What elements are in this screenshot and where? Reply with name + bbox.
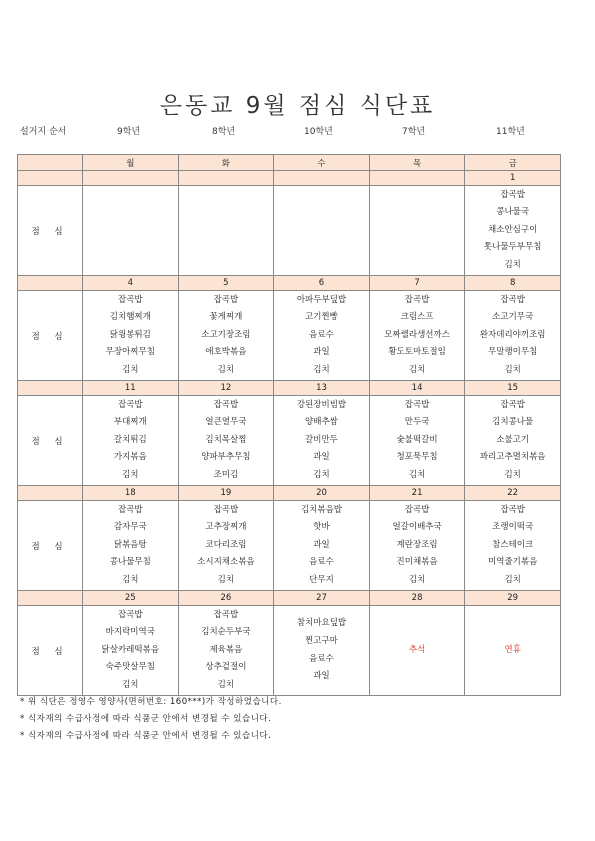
holiday-label: 추석 (408, 644, 426, 655)
menu-cell (465, 606, 561, 696)
date-cell (369, 171, 465, 186)
date-cell: 29 (465, 591, 561, 606)
menu-item: 무장아찌무침 (105, 347, 155, 358)
date-row (18, 171, 561, 186)
menu-item: 계란장조림 (396, 539, 438, 550)
menu-item: 음료수 (309, 653, 334, 664)
lunch-row (18, 396, 561, 486)
menu-cell (369, 186, 465, 276)
date-row-label-cell (18, 591, 83, 606)
dishwashing-order-fri: 11학년 (496, 127, 525, 137)
menu-item: 김치 (122, 679, 139, 690)
lunch-menu-table (17, 154, 561, 696)
menu-item: 단무지 (309, 574, 334, 585)
menu-cell (83, 501, 179, 591)
menu-item: 콩나물국 (496, 207, 530, 218)
menu-item: 잡곡밥 (117, 294, 143, 305)
menu-item: 잡곡밥 (404, 504, 430, 515)
date-cell: 5 (178, 276, 274, 291)
weekday-wed: 수 (274, 155, 370, 171)
menu-item: 갈비만두 (305, 434, 338, 445)
date-cell: 7 (369, 276, 465, 291)
menu-item: 김치목살찜 (205, 434, 247, 445)
dishwashing-order-label: 설거지 순서 (20, 127, 67, 137)
menu-item: 김치 (313, 364, 330, 375)
dishwashing-order-mon: 9학년 (117, 127, 141, 137)
menu-cell (465, 396, 561, 486)
menu-item: 소고기장조림 (201, 329, 251, 340)
menu-item: 김치 (504, 574, 521, 585)
menu-item: 고추장찌개 (205, 522, 247, 533)
dishwashing-order-row (20, 124, 575, 138)
date-cell (274, 171, 370, 186)
dishwashing-order-wed: 10학년 (304, 127, 333, 137)
menu-item: 바지락미역국 (105, 627, 155, 638)
date-cell: 15 (465, 381, 561, 396)
corner-cell (18, 155, 83, 171)
menu-item: 아파두부덮밥 (296, 294, 347, 305)
note-substitution: * 식자재의 수급사정에 따라 식품군 안에서 변경될 수 있습니다. (20, 714, 272, 724)
menu-cell (274, 606, 370, 696)
menu-item: 코다리조림 (205, 539, 247, 550)
date-cell: 27 (274, 591, 370, 606)
menu-item: 얼갈이배추국 (392, 522, 442, 533)
dishwashing-order-tue: 8학년 (212, 127, 236, 137)
menu-item: 김치 (504, 364, 521, 375)
menu-item: 김치 (504, 259, 521, 270)
date-cell: 25 (83, 591, 179, 606)
menu-item: 고기찐빵 (305, 312, 338, 323)
menu-item: 과일 (313, 539, 330, 550)
menu-item: 닭살카레떡볶음 (101, 644, 160, 655)
menu-item: 채소안심구이 (488, 224, 538, 235)
menu-item: 제육볶음 (209, 644, 243, 655)
date-cell: 26 (178, 591, 274, 606)
menu-item: 모짜렐라생선까스 (384, 329, 450, 340)
note-nutritionist: * 위 식단은 정영수 영양사(면허번호: 160***)가 작성하였습니다. (20, 697, 282, 707)
menu-item: 청포묵무침 (396, 452, 438, 463)
menu-item: 김치 (217, 679, 235, 690)
menu-item: 음료수 (309, 329, 334, 340)
menu-cell (369, 606, 465, 696)
menu-item: 소고기무국 (492, 312, 534, 323)
menu-item: 김치콩나물 (492, 417, 534, 428)
date-cell: 8 (465, 276, 561, 291)
date-row-label-cell (18, 381, 83, 396)
note-substitution-repeat: * 식자재의 수급사정에 따라 식품군 안에서 변경될 수 있습니다. (20, 731, 272, 741)
lunch-label: 점 심 (18, 606, 83, 696)
menu-item: 무말랭이무침 (488, 347, 538, 358)
menu-item: 잡곡밥 (500, 189, 525, 200)
menu-item: 잡곡밥 (117, 504, 143, 515)
weekday-fri: 금 (465, 155, 561, 171)
notes (20, 694, 575, 745)
date-cell: 20 (274, 486, 370, 501)
menu-cell (83, 606, 179, 696)
menu-cell (178, 606, 274, 696)
menu-cell (274, 186, 370, 276)
menu-item: 과일 (313, 452, 330, 463)
menu-item: 크림스프 (400, 312, 434, 323)
menu-item: 잡곡밥 (500, 399, 525, 410)
menu-item: 톳나물두부무침 (483, 242, 542, 253)
menu-cell (83, 291, 179, 381)
menu-cell (465, 291, 561, 381)
menu-item: 닭윙봉튀김 (109, 329, 151, 340)
menu-cell (274, 396, 370, 486)
lunch-label: 점 심 (18, 396, 83, 486)
weekday-tue: 화 (178, 155, 274, 171)
menu-item: 참치마요덮밥 (296, 618, 347, 629)
menu-item: 미역줄기볶음 (488, 557, 538, 568)
menu-item: 소시지채소볶음 (197, 557, 255, 568)
holiday-label: 연휴 (504, 644, 521, 655)
menu-item: 잡곡밥 (117, 399, 143, 410)
weekday-mon: 월 (83, 155, 179, 171)
date-cell: 13 (274, 381, 370, 396)
weekday-thu: 목 (369, 155, 465, 171)
menu-item: 김치햄찌개 (109, 312, 151, 323)
menu-item: 만두국 (404, 417, 430, 428)
menu-item: 잡곡밥 (500, 504, 525, 515)
date-row (18, 591, 561, 606)
menu-item: 김치 (313, 469, 330, 480)
date-cell: 12 (178, 381, 274, 396)
lunch-label: 점 심 (18, 501, 83, 591)
menu-item: 강된장비빔밥 (296, 399, 347, 410)
menu-item: 잡곡밥 (117, 609, 143, 620)
menu-item: 황도토마토절임 (388, 347, 446, 358)
menu-item: 김치순두부국 (201, 627, 251, 638)
lunch-label: 점 심 (18, 291, 83, 381)
menu-item: 잡곡밥 (213, 399, 239, 410)
menu-item: 가지볶음 (113, 452, 147, 463)
menu-item: 잡곡밥 (213, 609, 239, 620)
menu-item: 콩나물무침 (109, 557, 151, 568)
date-cell: 4 (83, 276, 179, 291)
page-title: 은동교 9월 점심 식단표 (159, 93, 436, 120)
date-cell: 18 (83, 486, 179, 501)
date-cell: 21 (369, 486, 465, 501)
menu-item: 김치 (217, 364, 235, 375)
date-row (18, 276, 561, 291)
date-cell: 6 (274, 276, 370, 291)
date-cell: 19 (178, 486, 274, 501)
menu-item: 조랭이떡국 (492, 522, 534, 533)
menu-item: 갈치튀김 (113, 434, 147, 445)
menu-cell (369, 501, 465, 591)
menu-item: 잡곡밥 (500, 294, 525, 305)
menu-item: 꽈리고추멸치볶음 (479, 452, 546, 463)
menu-cell (369, 291, 465, 381)
menu-item: 양배추쌈 (305, 417, 338, 428)
menu-item: 과일 (313, 671, 330, 682)
menu-cell (274, 291, 370, 381)
menu-item: 조미김 (213, 469, 239, 480)
menu-cell (465, 501, 561, 591)
menu-item: 잡곡밥 (404, 399, 430, 410)
menu-item: 감자무국 (113, 522, 147, 533)
menu-item: 김치 (122, 469, 139, 480)
menu-item: 부대찌개 (113, 417, 147, 428)
menu-item: 양파부추무침 (201, 452, 251, 463)
menu-item: 김치볶음밥 (300, 504, 343, 515)
date-row-label-cell (18, 276, 83, 291)
date-row (18, 381, 561, 396)
menu-item: 김치 (408, 574, 426, 585)
weekday-header-row (18, 155, 561, 171)
menu-item: 김치 (122, 574, 139, 585)
date-row-label-cell (18, 486, 83, 501)
date-cell: 11 (83, 381, 179, 396)
menu-cell (465, 186, 561, 276)
date-row-label-cell (18, 171, 83, 186)
menu-cell (178, 501, 274, 591)
menu-item: 애호박볶음 (205, 347, 247, 358)
menu-item: 진미채볶음 (396, 557, 438, 568)
menu-item: 잡곡밥 (213, 504, 239, 515)
menu-item: 참스테이크 (492, 539, 534, 550)
menu-item: 숯불떡갈비 (396, 434, 438, 445)
date-cell (178, 171, 274, 186)
lunch-label: 점 심 (18, 186, 83, 276)
menu-item: 김치 (408, 469, 426, 480)
menu-item: 음료수 (309, 557, 334, 568)
menu-item: 잡곡밥 (213, 294, 239, 305)
menu-item: 김치 (122, 364, 139, 375)
menu-cell (274, 501, 370, 591)
menu-item: 소불고기 (496, 434, 530, 445)
menu-item: 과일 (313, 347, 330, 358)
dishwashing-order-thu: 7학년 (402, 127, 426, 137)
menu-cell (178, 396, 274, 486)
menu-cell (178, 186, 274, 276)
date-row (18, 486, 561, 501)
menu-item: 잡곡밥 (404, 294, 430, 305)
menu-item: 숙주맛살무침 (105, 662, 155, 673)
menu-cell (83, 186, 179, 276)
date-cell: 1 (465, 171, 561, 186)
date-cell: 14 (369, 381, 465, 396)
menu-item: 김치 (408, 364, 426, 375)
lunch-row (18, 291, 561, 381)
menu-item: 상추겉절이 (205, 662, 247, 673)
menu-item: 닭볶음탕 (113, 539, 147, 550)
menu-cell (83, 396, 179, 486)
lunch-row (18, 501, 561, 591)
date-cell (83, 171, 179, 186)
menu-cell (369, 396, 465, 486)
menu-item: 완자데리야끼조림 (479, 329, 546, 340)
menu-item: 얼큰열무국 (205, 417, 247, 428)
menu-item: 핫바 (313, 522, 330, 533)
menu-cell (178, 291, 274, 381)
lunch-row (18, 186, 561, 276)
menu-item: 김치 (217, 574, 235, 585)
menu-item: 찐고구마 (305, 635, 338, 646)
date-cell: 28 (369, 591, 465, 606)
lunch-row (18, 606, 561, 696)
menu-item: 꽃게찌개 (209, 312, 243, 323)
menu-item: 김치 (504, 469, 521, 480)
date-cell: 22 (465, 486, 561, 501)
